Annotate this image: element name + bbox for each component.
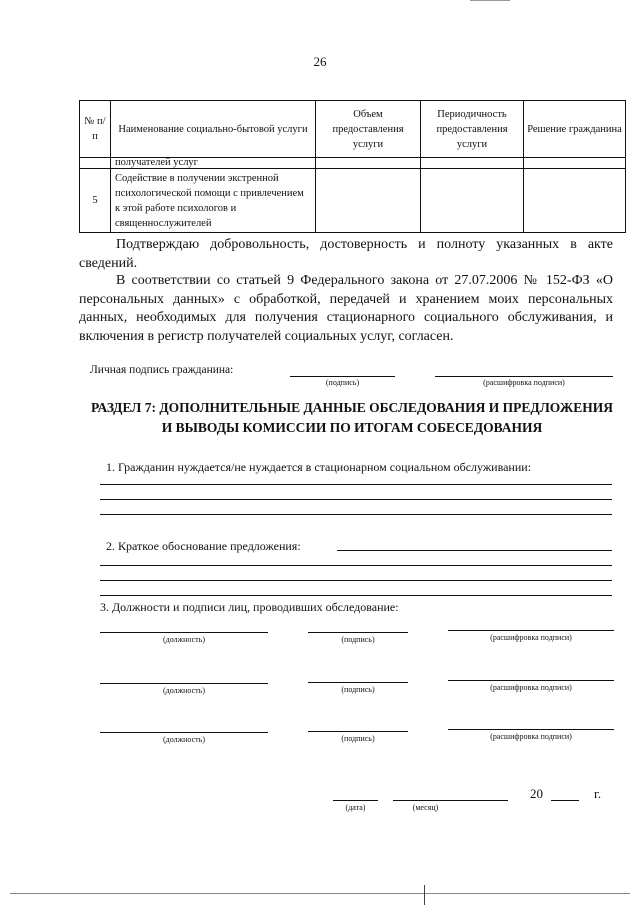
row5-num: 5 bbox=[80, 169, 111, 233]
question-3: 3. Должности и подписи лиц, проводивших обследование: bbox=[100, 600, 399, 614]
answer-1-line-1[interactable] bbox=[100, 484, 612, 485]
signature-caption: (подпись) bbox=[325, 378, 360, 387]
confirm-text: Подтверждаю добровольность, достоверность и полноту указанных в акте сведений. bbox=[79, 237, 613, 271]
year-suffix: г. bbox=[594, 786, 602, 801]
services-table bbox=[79, 100, 626, 233]
date-line[interactable] bbox=[333, 800, 378, 801]
row5-volume bbox=[316, 169, 421, 233]
answer-2-line-2[interactable] bbox=[100, 565, 612, 566]
scan-artifact-top bbox=[470, 0, 510, 1]
position-line-1[interactable] bbox=[100, 632, 268, 633]
answer-1-line-3[interactable] bbox=[100, 514, 612, 515]
sign-caption-2: (подпись) bbox=[341, 685, 375, 694]
scan-artifact-bottom bbox=[10, 893, 630, 894]
date-caption: (дата) bbox=[345, 803, 366, 812]
header-decision: Решение гражданина bbox=[524, 101, 626, 158]
table-row-5 bbox=[80, 169, 626, 233]
question-2: 2. Краткое обоснование предложения: bbox=[106, 539, 301, 553]
sign-line-1[interactable] bbox=[308, 632, 408, 633]
position-line-2[interactable] bbox=[100, 683, 268, 684]
month-line[interactable] bbox=[393, 800, 508, 801]
row5-decision bbox=[524, 169, 626, 233]
signature-line[interactable] bbox=[290, 376, 395, 377]
signature-label: Личная подпись гражданина: bbox=[90, 364, 234, 376]
signature-decode-caption: (расшифровка подписи) bbox=[483, 378, 565, 387]
table-row-continuation bbox=[80, 158, 626, 169]
consent-text: В соответствии со статьей 9 Федерального закона от 27.07.2006 № 152-ФЗ «О персональных данных» с обработкой, передачей и хранением моих персональных данных, необходимых для получения стационарного социального обслуживания, и включения в регистр получателей социальных услуг, согласен. bbox=[79, 273, 613, 344]
answer-2-line-4[interactable] bbox=[100, 595, 612, 596]
year-prefix: 20 bbox=[530, 786, 543, 801]
page-number: 26 bbox=[313, 54, 327, 69]
answer-1-line-2[interactable] bbox=[100, 499, 612, 500]
position-caption-1: (должность) bbox=[163, 635, 205, 644]
decode-line-3[interactable] bbox=[448, 729, 614, 730]
decode-line-1[interactable] bbox=[448, 630, 614, 631]
sign-caption-1: (подпись) bbox=[341, 635, 375, 644]
position-caption-2: (должность) bbox=[163, 686, 205, 695]
sign-caption-3: (подпись) bbox=[341, 734, 375, 743]
continuation-cell: получателей услуг bbox=[111, 158, 316, 169]
sign-line-3[interactable] bbox=[308, 731, 408, 732]
decode-caption-3: (расшифровка подписи) bbox=[490, 732, 572, 741]
month-caption: (месяц) bbox=[412, 803, 439, 812]
answer-2-line-3[interactable] bbox=[100, 580, 612, 581]
section7-title-2: И ВЫВОДЫ КОМИССИИ ПО ИТОГАМ СОБЕСЕДОВАНИЯ bbox=[161, 420, 543, 435]
question-1: 1. Гражданин нуждается/не нуждается в стационарном социальном обслуживании: bbox=[106, 460, 532, 474]
year-line[interactable] bbox=[551, 800, 579, 801]
decode-caption-1: (расшифровка подписи) bbox=[490, 633, 572, 642]
header-name: Наименование социально-бытовой услуги bbox=[111, 101, 316, 158]
position-line-3[interactable] bbox=[100, 732, 268, 733]
header-volume: Объем предоставления услуги bbox=[316, 101, 421, 158]
scan-artifact-tick bbox=[424, 885, 425, 905]
section7-title-1: РАЗДЕЛ 7: ДОПОЛНИТЕЛЬНЫЕ ДАННЫЕ ОБСЛЕДОВАНИЯ И ПРЕДЛОЖЕНИЯ bbox=[90, 400, 614, 415]
sign-line-2[interactable] bbox=[308, 682, 408, 683]
header-num: № п/п bbox=[80, 101, 111, 158]
signature-decode-line[interactable] bbox=[435, 376, 613, 377]
header-period: Периодичность предоставления услуги bbox=[421, 101, 524, 158]
position-caption-3: (должность) bbox=[163, 735, 205, 744]
decode-caption-2: (расшифровка подписи) bbox=[490, 683, 572, 692]
table-header-row bbox=[80, 101, 626, 158]
answer-2-line-1[interactable] bbox=[337, 550, 612, 551]
row5-period bbox=[421, 169, 524, 233]
decode-line-2[interactable] bbox=[448, 680, 614, 681]
row5-name: Содействие в получении экстренной психологической помощи с привлечением к этой работе психологов и священнослужителей bbox=[111, 169, 316, 233]
